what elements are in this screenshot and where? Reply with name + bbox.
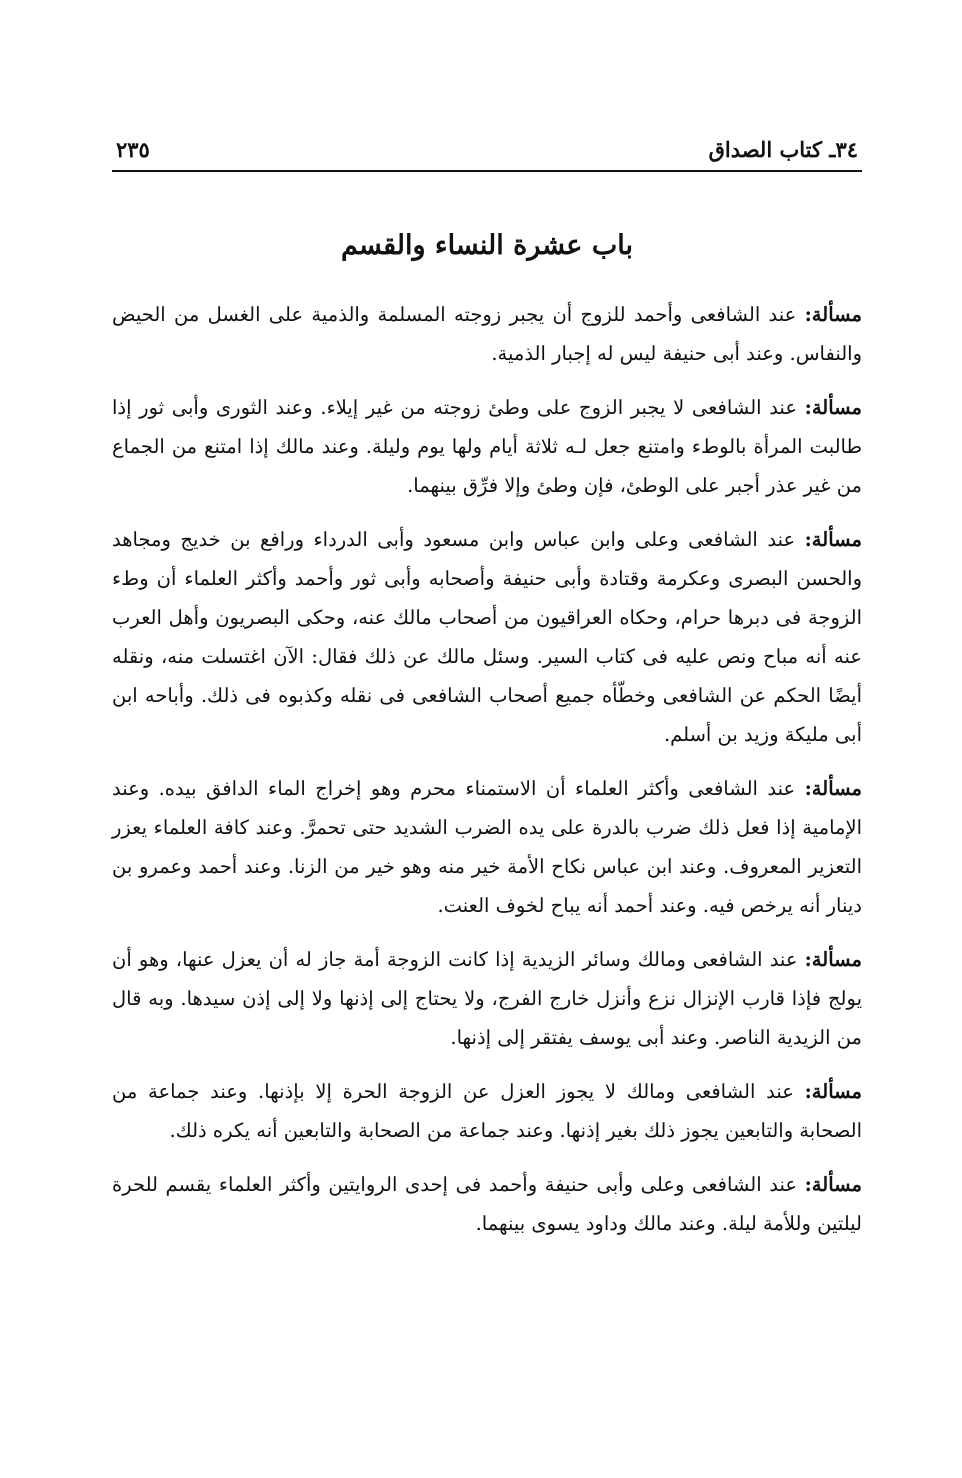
chapter-heading: ٣٤ـ كتاب الصداق — [708, 137, 858, 162]
running-header — [112, 118, 862, 172]
issue-text: عند الشافعى وأحمد للزوج أن يجبر زوجته المسلمة والذمية على الغسل من الحيض والنفاس. وعند أبى حنيفة ليس له إجبار الذمية. — [112, 303, 862, 365]
issue-paragraph — [112, 1165, 862, 1243]
issue-label: مسألة: — [804, 1080, 862, 1103]
issue-paragraph — [112, 520, 862, 754]
issue-label: مسألة: — [804, 948, 862, 971]
issue-text: عند الشافعى وعلى وابن عباس وابن مسعود وأبى الدرداء ورافع بن خديج ومجاهد والحسن البصرى وعكرمة وقتادة وأبى حنيفة وأصحابه وأبى ثور وأحمد وأكثر العلماء أن وطء الزوجة فى دبرها حرام، وحكاه العراقيون من أصحاب مالك عنه، وحكى البصريون وأهل العرب عنه أنه مباح ونص عليه فى كتاب السير. وسئل مالك عن ذلك فقال: الآن اغتسلت منه، ونقله أيضًا الحكم عن الشافعى وخطّأه جميع أصحاب الشافعى فى نقله وكذبوه فى ذلك. وأباحه ابن أبى مليكة وزيد بن أسلم. — [112, 528, 862, 746]
issue-paragraph — [112, 1072, 862, 1150]
page-number: ٢٣٥ — [116, 137, 150, 162]
issue-label: مسألة: — [804, 396, 863, 419]
issue-text: عند الشافعى لا يجبر الزوج على وطئ زوجته من غير إيلاء. وعند الثورى وأبى ثور إذا طالبت المرأة بالوطء وامتنع جعل لـه ثلاثة أيام ولها يوم وليلة. وعند مالك إذا امتنع من الجماع من غير عذر أجبر على الوطئ، فإن وطئ وإلا فرِّق بينهما. — [112, 396, 862, 497]
issue-label: مسألة: — [804, 528, 862, 551]
issue-label: مسألة: — [804, 777, 862, 800]
issue-paragraph — [112, 388, 862, 505]
issue-label: مسألة: — [804, 1173, 862, 1196]
issue-text: عند الشافعى ومالك لا يجوز العزل عن الزوجة الحرة إلا بإذنها. وعند جماعة من الصحابة والتابعين يجوز ذلك بغير إذنها. وعند جماعة من الصحابة والتابعين أنه يكره ذلك. — [112, 1080, 862, 1142]
section-title: باب عشرة النساء والقسم — [341, 230, 633, 261]
issue-label: مسألة: — [804, 303, 862, 326]
book-page — [112, 118, 862, 1258]
issue-paragraph — [112, 769, 862, 925]
issue-paragraph — [112, 295, 862, 373]
issue-paragraph — [112, 940, 862, 1057]
issue-text: عند الشافعى وعلى وأبى حنيفة وأحمد فى إحدى الروايتين وأكثر العلماء يقسم للحرة ليلتين وللأمة ليلة. وعند مالك وداود يسوى بينهما. — [112, 1173, 862, 1235]
issue-text: عند الشافعى ومالك وسائر الزيدية إذا كانت الزوجة أمة جاز له أن يعزل عنها، وهو أن يولج فإذا قارب الإنزال نزع وأنزل خارج الفرج، ولا يحتاج إلى إذنها ولا إلى إذن سيدها. وبه قال من الزيدية الناصر. وعند أبى يوسف يفتقر إلى إذنها. — [112, 948, 862, 1049]
issue-text: عند الشافعى وأكثر العلماء أن الاستمناء محرم وهو إخراج الماء الدافق بيده. وعند الإمامية إذا فعل ذلك ضرب بالدرة على يده الضرب الشديد حتى تحمرَّ. وعند كافة العلماء يعزر التعزير المعروف. وعند ابن عباس نكاح الأمة خير منه وهو خير من الزنا. وعند أحمد وعمرو بن دينار أنه يرخص فيه. وعند أحمد أنه يباح لخوف العنت. — [112, 777, 862, 917]
